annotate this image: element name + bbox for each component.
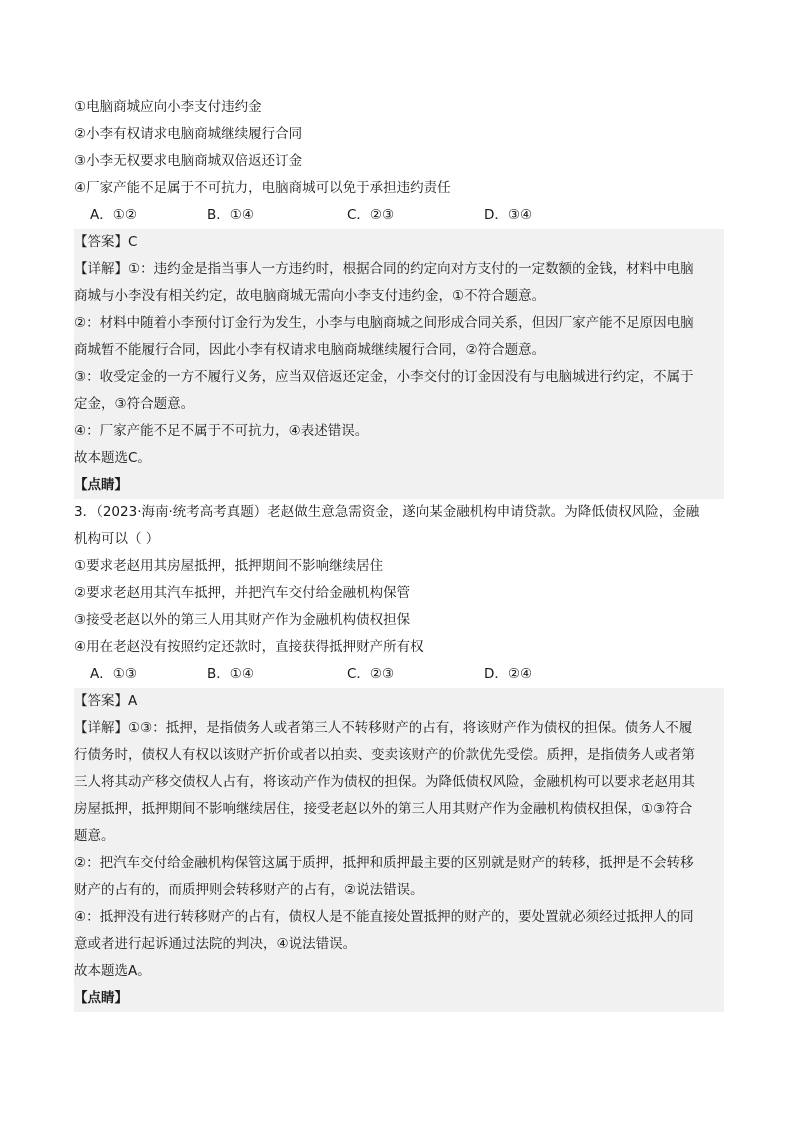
statement-3: ③小李无权要求电脑商城双倍返还订金 (74, 153, 303, 169)
option-b: B．①④ (207, 666, 254, 682)
statement-2: ②要求老赵用其汽车抵押，并把汽车交付给金融机构保管 (74, 585, 411, 601)
detail-line: ②：把汽车交付给金融机构保管这属于质押，抵押和质押最主要的区别就是财产的转移，抵押是不会转移 (74, 855, 694, 871)
detail-line: 题意。 (74, 828, 115, 844)
detail-line: ④：抵押没有进行转移财产的占有，债权人是不能直接处置抵押的财产的，要处置就必须经过抵押人的同 (74, 909, 694, 925)
answer-block (74, 688, 724, 1012)
option-a: A．①② (90, 207, 137, 223)
detail-line: ③：收受定金的一方不履行义务，应当双倍返还定金，小李交付的订金因没有与电脑城进行约定，不属于 (74, 369, 694, 385)
statement-4: ④厂家产能不足属于不可抗力，电脑商城可以免于承担违约责任 (74, 180, 451, 196)
statement-2: ②小李有权请求电脑商城继续履行合同 (74, 126, 303, 142)
option-d: D．③④ (484, 207, 533, 223)
option-b: B．①④ (207, 207, 254, 223)
detail-line: ②：材料中随着小李预付订金行为发生，小李与电脑商城之间形成合同关系，但因厂家产能不足原因电脑 (74, 315, 694, 331)
detail-line: 故本题选A。 (74, 963, 151, 979)
question-stem: 机构可以（ ） (74, 531, 160, 547)
answer-line: 【答案】C (74, 234, 138, 250)
detail-line: ④：厂家产能不足不属于不可抗力，④表述错误。 (74, 423, 369, 439)
detail-line: 【详解】①③：抵押，是指债务人或者第三人不转移财产的占有，将该财产作为债权的担保。债务人不履 (74, 720, 693, 736)
detail-line: 财产的占有的，而质押则会转移财产的占有，②说法错误。 (74, 882, 424, 898)
detail-line: 商城与小李没有相关约定，故电脑商城无需向小李支付违约金，①不符合题意。 (74, 288, 546, 304)
comment-line: 【点睛】 (74, 990, 128, 1006)
statement-1: ①要求老赵用其房屋抵押，抵押期间不影响继续居住 (74, 558, 384, 574)
statement-1: ①电脑商城应向小李支付违约金 (74, 99, 262, 115)
detail-line: 【详解】①：违约金是指当事人一方违约时，根据合同的约定向对方支付的一定数额的金钱，材料中电脑 (74, 261, 694, 277)
answer-block (74, 229, 724, 499)
detail-line: 房屋抵押，抵押期间不影响继续居住，接受老赵以外的第三人用其财产作为金融机构债权担保，①③符合 (74, 801, 693, 817)
document-page (74, 94, 724, 1012)
option-c: C．②③ (347, 666, 395, 682)
option-d: D．②④ (484, 666, 533, 682)
answer-options (74, 202, 724, 229)
detail-line: 故本题选C。 (74, 450, 151, 466)
option-c: C．②③ (347, 207, 395, 223)
detail-line: 定金，③符合题意。 (74, 396, 195, 412)
statement-3: ③接受老赵以外的第三人用其财产作为金融机构债权担保 (74, 612, 411, 628)
statement-4: ④用在老赵没有按照约定还款时，直接获得抵押财产所有权 (74, 639, 424, 655)
comment-line: 【点睛】 (74, 477, 128, 493)
detail-line: 三人将其动产移交债权人占有，将该动产作为债权的担保。为降低债权风险，金融机构可以要求老赵用其 (74, 774, 695, 790)
answer-options (74, 661, 724, 688)
answer-line: 【答案】A (74, 693, 138, 709)
detail-line: 商城暂不能履行合同，因此小李有权请求电脑商城继续履行合同，②符合题意。 (74, 342, 546, 358)
detail-line: 行债务时，债权人有权以该财产折价或者以拍卖、变卖该财产的价款优先受偿。质押，是指债务人或者第 (74, 747, 695, 763)
option-a: A．①③ (90, 666, 137, 682)
detail-line: 意或者进行起诉通过法院的判决，④说法错误。 (74, 936, 357, 952)
question-stem: 3．（2023·海南·统考高考真题）老赵做生意急需资金，遂向某金融机构申请贷款。为降低债权风险，金融 (74, 504, 700, 520)
